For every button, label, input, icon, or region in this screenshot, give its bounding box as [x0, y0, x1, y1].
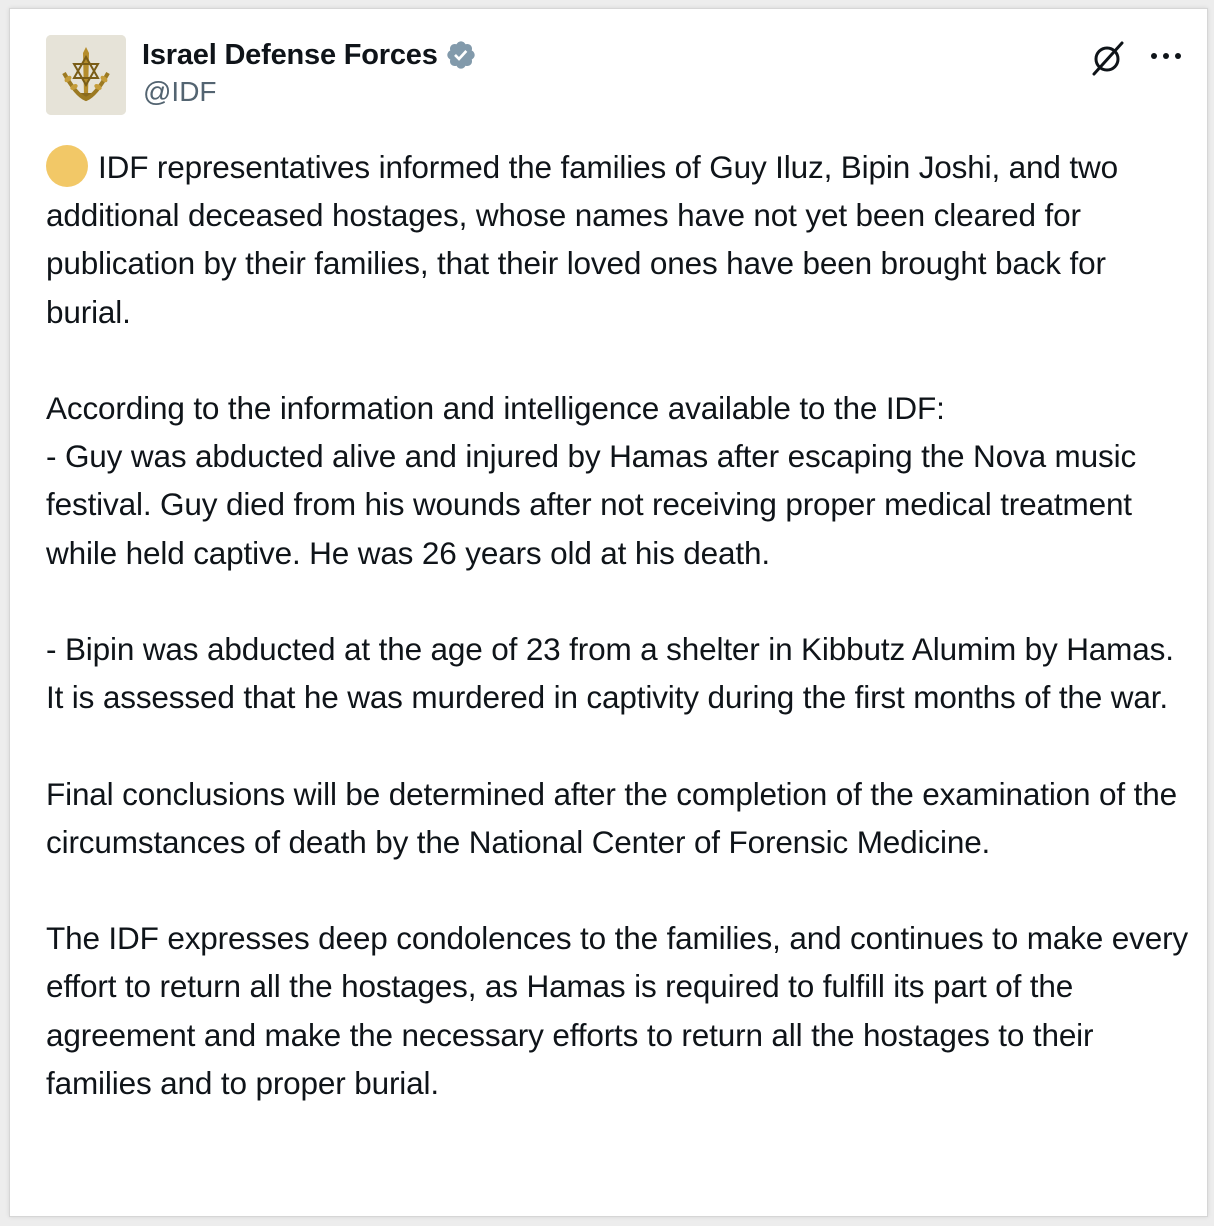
paragraph-5: The IDF expresses deep condolences to the families, and continues to make every effort to return all the hostages, as Hamas is required to fulfill its part of the agreement and make the necessary efforts to return all the hostages to their families and to proper burial. [46, 920, 1197, 1101]
verified-badge-icon[interactable] [445, 39, 477, 71]
author-row [142, 37, 477, 73]
paragraph-2-intro: According to the information and intelligence available to the IDF: [46, 390, 945, 426]
author-name[interactable]: Israel Defense Forces [142, 38, 438, 71]
paragraph-1: IDF representatives informed the families of Guy Iluz, Bipin Joshi, and two additional deceased hostages, whose names have not yet been cleared for publication by their families, that their loved ones have been brought back for burial. [46, 149, 1127, 330]
idf-emblem-icon [46, 35, 126, 115]
tweet-text [46, 143, 1197, 1107]
author-handle[interactable]: @IDF [143, 76, 217, 107]
tweet-card [9, 8, 1208, 1217]
grok-icon[interactable] [1089, 39, 1127, 77]
more-options-icon[interactable] [1146, 41, 1186, 71]
yellow-circle-emoji [46, 145, 88, 187]
paragraph-2-item: - Guy was abducted alive and injured by Hamas after escaping the Nova music festival. Guy died from his wounds after not receiving proper medical treatment while held captive. He was 26 years old at his death. [46, 438, 1145, 571]
avatar[interactable] [46, 35, 126, 115]
paragraph-4: Final conclusions will be determined after the completion of the examination of the circumstances of death by the National Center of Forensic Medicine. [46, 775, 1186, 860]
paragraph-3: - Bipin was abducted at the age of 23 from a shelter in Kibbutz Alumim by Hamas. It is assessed that he was murdered in captivity during the first months of the war. [46, 631, 1183, 716]
